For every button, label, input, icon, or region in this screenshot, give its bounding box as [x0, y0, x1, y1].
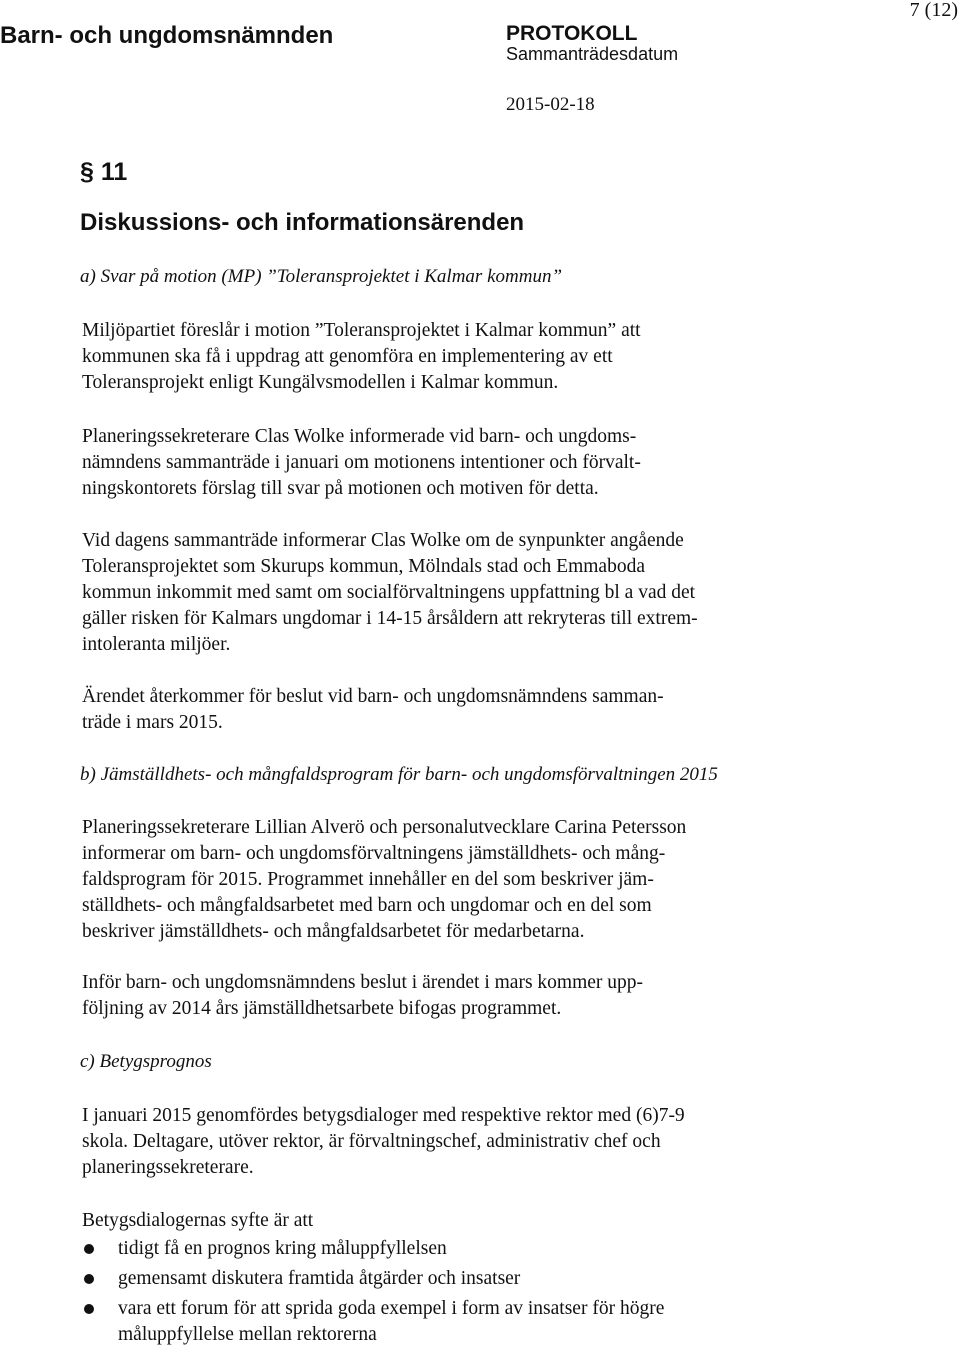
text-line: Miljöpartiet föreslår i motion ”Toleransprojektet i Kalmar kommun” att — [82, 320, 641, 341]
text-line: gäller risken för Kalmars ungdomar i 14-15 årsåldern att rekryteras till extrem- — [82, 608, 698, 629]
text-line: Toleransprojekt enligt Kungälvsmodellen i Kalmar kommun. — [82, 372, 559, 393]
bullet-icon — [84, 1274, 94, 1284]
committee-name: Barn- och ungdomsnämnden — [0, 22, 334, 49]
text-line: följning av 2014 års jämställdhetsarbete bifogas programmet. — [82, 998, 562, 1019]
paragraph-b2 — [82, 970, 942, 1022]
subsection-b-heading: b) Jämställdhets- och mångfaldsprogram för barn- och ungdomsförvaltningen 2015 — [80, 764, 718, 785]
list-item — [82, 1296, 664, 1348]
text-line: träde i mars 2015. — [82, 712, 223, 733]
list-item — [82, 1236, 664, 1262]
text-line: Planeringssekreterare Clas Wolke informerade vid barn- och ungdoms- — [82, 426, 637, 447]
paragraph-a4 — [82, 684, 942, 736]
document-type: PROTOKOLL — [506, 22, 638, 45]
text-line: Ärendet återkommer för beslut vid barn- och ungdomsnämndens samman- — [82, 686, 664, 707]
text-line: Toleransprojektet som Skurups kommun, Mölndals stad och Emmaboda — [82, 556, 645, 577]
meeting-date-label: Sammanträdesdatum — [506, 44, 679, 64]
text-line: planeringssekreterare. — [82, 1157, 254, 1178]
purpose-list — [82, 1236, 664, 1352]
text-line: gemensamt diskutera framtida åtgärder och insatser — [118, 1268, 521, 1289]
list-item — [82, 1266, 664, 1292]
text-line: I januari 2015 genomfördes betygsdialoger med respektive rektor med (6)7-9 — [82, 1105, 685, 1126]
subsection-a-heading: a) Svar på motion (MP) ”Toleransprojektet i Kalmar kommun” — [80, 266, 563, 287]
bullet-icon — [84, 1304, 94, 1314]
text-line: skola. Deltagare, utöver rektor, är förvaltningschef, administrativ chef och — [82, 1131, 661, 1152]
text-line: intoleranta miljöer. — [82, 634, 231, 655]
text-line: Planeringssekreterare Lillian Alverö och personalutvecklare Carina Petersson — [82, 817, 687, 838]
text-line: vara ett forum för att sprida goda exempel i form av insatser för högre — [118, 1298, 665, 1319]
paragraph-a3 — [82, 528, 942, 658]
bullet-icon — [84, 1244, 94, 1254]
text-line: tidigt få en prognos kring måluppfyllelsen — [118, 1238, 447, 1259]
text-line: informerar om barn- och ungdomsförvaltningens jämställdhets- och mång- — [82, 843, 666, 864]
text-line: ningskontorets förslag till svar på motionen och motiven för detta. — [82, 478, 599, 499]
text-line: nämndens sammanträde i januari om motionens intentioner och förvalt- — [82, 452, 641, 473]
paragraph-a2 — [82, 424, 942, 502]
paragraph-a1 — [82, 318, 942, 396]
text-line: måluppfyllelse mellan rektorerna — [118, 1324, 377, 1345]
section-title: Diskussions- och informationsärenden — [80, 209, 525, 236]
text-line: Vid dagens sammanträde informerar Clas Wolke om de synpunkter angående — [82, 530, 684, 551]
text-line: ställdhets- och mångfaldsarbetet med barn och ungdomar och en del som — [82, 895, 652, 916]
paragraph-b1 — [82, 815, 942, 945]
text-line: kommunen ska få i uppdrag att genomföra en implementering av ett — [82, 346, 613, 367]
text-line: Betygsdialogernas syfte är att — [82, 1210, 314, 1231]
text-line: kommun inkommit med samt om socialförvaltningens uppfattning bl a vad det — [82, 582, 696, 603]
text-line: Inför barn- och ungdomsnämndens beslut i ärendet i mars kommer upp- — [82, 972, 644, 993]
section-number: § 11 — [80, 158, 128, 186]
text-line: faldsprogram för 2015. Programmet innehåller en del som beskriver jäm- — [82, 869, 654, 890]
page-number: 7 (12) — [909, 0, 958, 21]
subsection-c-heading: c) Betygsprognos — [80, 1051, 212, 1072]
meeting-date: 2015-02-18 — [506, 94, 595, 115]
text-line: beskriver jämställdhets- och mångfaldsarbetet för medarbetarna. — [82, 921, 585, 942]
paragraph-c1 — [82, 1103, 942, 1181]
purpose-intro — [82, 1208, 942, 1234]
